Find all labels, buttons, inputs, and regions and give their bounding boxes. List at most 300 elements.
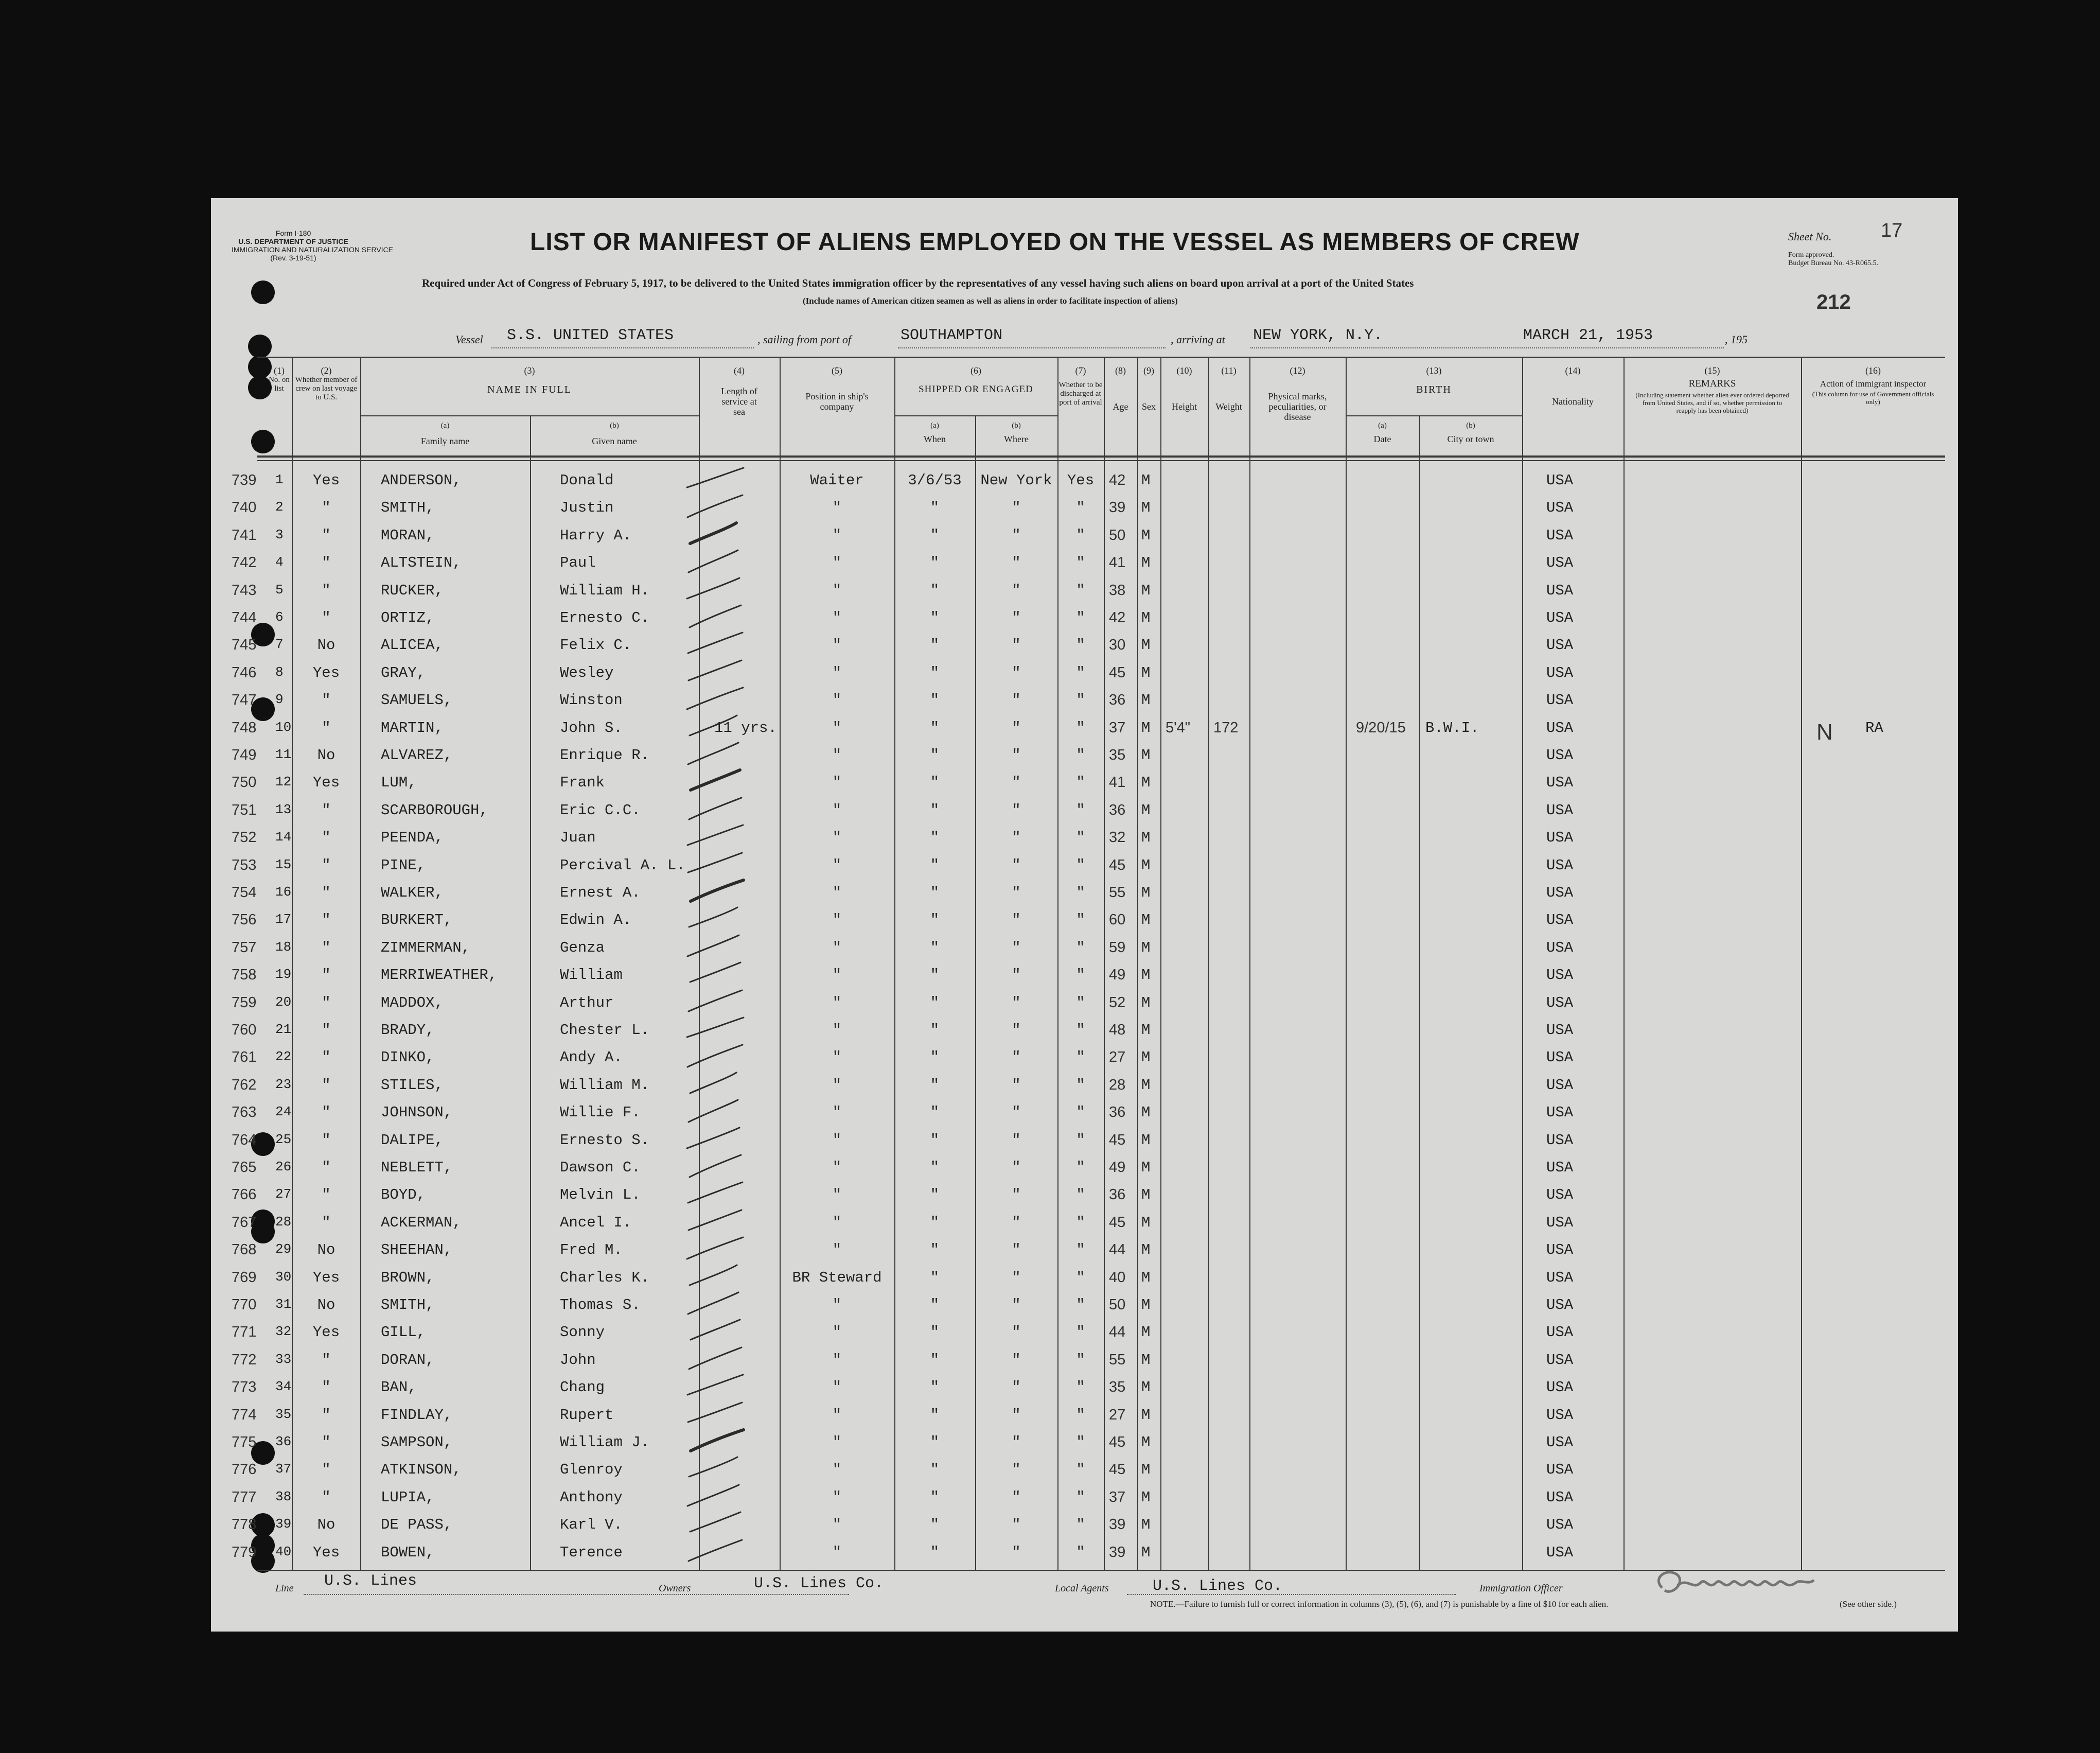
row-sequence: 758: [232, 967, 257, 984]
form-subtitle: Required under Act of Congress of February 5, 1917, to be delivered to the United States immigration officer by the representatives of any vessel having such aliens on board upon arrival at a port of the United States: [422, 277, 1414, 289]
age: 55: [1109, 1351, 1126, 1368]
family-name: ATKINSON,: [381, 1461, 462, 1479]
col5-header: (5) Position in ship's company: [805, 365, 869, 412]
page-title: LIST OR MANIFEST OF ALIENS EMPLOYED ON THE VESSEL AS MEMBERS OF CREW: [530, 229, 1580, 256]
col6-header: SHIPPED OR ENGAGED: [919, 384, 1033, 395]
given-name: Anthony: [560, 1488, 623, 1506]
row-number: 21: [275, 1022, 292, 1037]
position: ": [832, 692, 842, 709]
family-name: MORAN,: [381, 527, 435, 544]
age: 36: [1109, 1186, 1126, 1203]
row-sequence: 757: [232, 939, 257, 956]
sex: M: [1141, 1406, 1151, 1424]
position: ": [832, 1379, 842, 1396]
row-sequence: 741: [232, 527, 257, 544]
table-row: [211, 1131, 1958, 1158]
nationality: USA: [1546, 829, 1574, 847]
row-number: 34: [275, 1379, 292, 1395]
stamp-number: 212: [1816, 291, 1851, 313]
table-row: [211, 1240, 1958, 1268]
table-row: [211, 636, 1958, 663]
shipped-when: ": [930, 1076, 940, 1094]
nationality: USA: [1546, 1406, 1574, 1424]
position: ": [832, 856, 842, 874]
shipped-where: ": [1012, 1076, 1021, 1094]
nationality: USA: [1546, 1351, 1574, 1369]
position: ": [832, 1186, 842, 1204]
shipped-where: ": [1012, 1022, 1021, 1039]
nationality: USA: [1546, 939, 1574, 956]
shipped-when: ": [930, 1269, 940, 1286]
last-voyage: No: [317, 1516, 336, 1534]
row-sequence: 775: [232, 1434, 257, 1450]
position: ": [832, 884, 842, 901]
table-row: [211, 663, 1958, 691]
sub-header-rule: [1346, 415, 1522, 416]
shipped-where: ": [1012, 1516, 1021, 1534]
row-number: 26: [275, 1159, 292, 1174]
sex: M: [1141, 1241, 1151, 1259]
position: ": [832, 1049, 842, 1066]
position: ": [832, 1544, 842, 1561]
age: 35: [1109, 1379, 1126, 1396]
discharged: ": [1076, 1214, 1085, 1231]
sex: M: [1141, 1049, 1151, 1066]
table-row: [211, 1185, 1958, 1213]
shipped-where: ": [1012, 801, 1021, 819]
arrival-date: MARCH 21, 1953: [1523, 327, 1653, 344]
last-voyage: No: [317, 637, 336, 654]
family-name: LUM,: [381, 774, 417, 792]
row-number: 38: [275, 1488, 292, 1504]
row-number: 33: [275, 1351, 292, 1367]
family-name: DE PASS,: [381, 1516, 453, 1534]
family-name: SHEEHAN,: [381, 1241, 453, 1259]
discharged: ": [1076, 967, 1085, 984]
discharged: ": [1076, 1022, 1085, 1039]
last-voyage: ": [322, 967, 331, 984]
shipped-where: ": [1012, 967, 1021, 984]
table-row: [211, 1021, 1958, 1048]
given-name: Harry A.: [560, 527, 632, 544]
nationality: USA: [1546, 1186, 1574, 1204]
shipped-when: ": [930, 1544, 940, 1561]
shipped-when: ": [930, 1049, 940, 1066]
row-sequence: 769: [232, 1269, 257, 1286]
approval-line-2: Budget Bureau No. 43-R065.5.: [1788, 259, 1878, 267]
given-name: William M.: [560, 1076, 650, 1094]
given-name: Donald: [560, 472, 614, 489]
given-name: Paul: [560, 554, 596, 572]
row-number: 1: [275, 472, 284, 487]
row-number: 17: [275, 911, 292, 927]
table-row: [211, 1213, 1958, 1240]
shipped-when: ": [930, 1434, 940, 1451]
given-name: Genza: [560, 939, 605, 956]
table-row: [211, 1515, 1958, 1542]
family-name: ALTSTEIN,: [381, 554, 462, 572]
shipped-when: ": [930, 829, 940, 847]
row-sequence: 759: [232, 994, 257, 1011]
shipped-where: ": [1012, 527, 1021, 544]
col2-header: (2) Whether member of crew on last voyage to U.S.: [295, 365, 358, 401]
col13a-label: Date: [1373, 434, 1391, 444]
family-name: ALICEA,: [381, 637, 444, 654]
shipped-when: ": [930, 1379, 940, 1396]
col16-header: (16) Action of immigrant inspector (This column for use of Government officials only): [1812, 365, 1934, 406]
position: ": [832, 1022, 842, 1039]
col3a-num: (a): [440, 422, 450, 430]
given-name: Winston: [560, 692, 623, 709]
nationality: USA: [1546, 1214, 1574, 1231]
row-number: 4: [275, 554, 284, 570]
last-voyage: ": [322, 609, 331, 626]
age: 36: [1109, 801, 1126, 818]
position: ": [832, 499, 842, 517]
row-sequence: 760: [232, 1022, 257, 1038]
last-voyage: ": [322, 582, 331, 599]
row-number: 19: [275, 967, 292, 983]
discharged: ": [1076, 1269, 1085, 1286]
table-row: [211, 1406, 1958, 1433]
inspector-action-code: RA: [1865, 719, 1883, 737]
shipped-where: ": [1012, 499, 1021, 517]
line-label: Line: [275, 1583, 294, 1594]
last-voyage: ": [322, 1104, 331, 1121]
table-row: [211, 581, 1958, 608]
given-name: Melvin L.: [560, 1186, 641, 1204]
sex: M: [1141, 1022, 1151, 1039]
discharged: ": [1076, 994, 1085, 1011]
row-number: 28: [275, 1214, 292, 1230]
last-voyage: ": [322, 1214, 331, 1231]
nationality: USA: [1546, 719, 1574, 737]
shipped-where: ": [1012, 1434, 1021, 1451]
col11-header: (11) Weight: [1215, 365, 1242, 412]
age: 44: [1109, 1241, 1126, 1258]
discharged: ": [1076, 582, 1085, 599]
row-sequence: 742: [232, 554, 257, 571]
col3-header: NAME IN FULL: [487, 384, 572, 395]
age: 32: [1109, 829, 1126, 846]
sex: M: [1141, 1351, 1151, 1369]
sex: M: [1141, 1076, 1151, 1094]
vessel-dotline: [491, 347, 754, 348]
row-sequence: 753: [232, 856, 257, 873]
given-name: Ancel I.: [560, 1214, 632, 1231]
shipped-when: ": [930, 774, 940, 792]
sex: M: [1141, 939, 1151, 956]
shipped-when: ": [930, 692, 940, 709]
sex: M: [1141, 637, 1151, 654]
col9-header: (9) Sex: [1142, 365, 1156, 412]
position: ": [832, 1076, 842, 1094]
nationality: USA: [1546, 1296, 1574, 1313]
last-voyage: ": [322, 1434, 331, 1451]
discharged: ": [1076, 664, 1085, 681]
discharged: ": [1076, 1186, 1085, 1204]
age: 50: [1109, 527, 1126, 544]
age: 48: [1109, 1022, 1126, 1038]
family-name: DALIPE,: [381, 1131, 444, 1149]
col6b-label: Where: [1004, 434, 1029, 444]
table-row: [211, 746, 1958, 773]
age: 35: [1109, 747, 1126, 763]
last-voyage: ": [322, 939, 331, 956]
last-voyage: ": [322, 1186, 331, 1204]
col6a-num: (a): [930, 422, 939, 430]
last-voyage: ": [322, 719, 331, 737]
last-voyage: ": [322, 1351, 331, 1369]
family-name: RUCKER,: [381, 582, 444, 599]
discharged: ": [1076, 1104, 1085, 1121]
row-number: 5: [275, 582, 284, 598]
last-voyage: No: [317, 1241, 336, 1259]
shipped-when: 3/6/53: [908, 472, 962, 489]
nationality: USA: [1546, 1049, 1574, 1066]
position: ": [832, 1296, 842, 1313]
nationality: USA: [1546, 1488, 1574, 1506]
given-name: Sonny: [560, 1324, 605, 1341]
last-voyage: ": [322, 911, 331, 929]
nationality: USA: [1546, 582, 1574, 599]
shipped-where: ": [1012, 1544, 1021, 1561]
age: 39: [1109, 1516, 1126, 1533]
shipped-when: ": [930, 499, 940, 517]
row-sequence: 779: [232, 1544, 257, 1561]
col6a-label: When: [924, 434, 946, 444]
discharged: ": [1076, 1434, 1085, 1451]
col6-num: (6): [970, 365, 981, 376]
nationality: USA: [1546, 554, 1574, 572]
shipped-when: ": [930, 994, 940, 1011]
row-number: 39: [275, 1516, 292, 1532]
sex: M: [1141, 1131, 1151, 1149]
given-name: Frank: [560, 774, 605, 792]
nationality: USA: [1546, 747, 1574, 764]
discharged: ": [1076, 829, 1085, 847]
row-number: 8: [275, 664, 284, 680]
age: 60: [1109, 911, 1126, 928]
row-sequence: 750: [232, 774, 257, 791]
row-sequence: 762: [232, 1076, 257, 1093]
shipped-where: ": [1012, 994, 1021, 1011]
sex: M: [1141, 1269, 1151, 1286]
discharged: ": [1076, 1076, 1085, 1094]
sex: M: [1141, 884, 1151, 901]
table-row: [211, 718, 1958, 746]
table-row: [211, 1076, 1958, 1103]
age: 49: [1109, 1159, 1126, 1176]
last-voyage: ": [322, 1022, 331, 1039]
family-name: DINKO,: [381, 1049, 435, 1066]
discharged: ": [1076, 1544, 1085, 1561]
col13-header: BIRTH: [1416, 384, 1452, 395]
owners-value: U.S. Lines Co.: [754, 1575, 884, 1592]
table-row: [211, 1158, 1958, 1185]
family-name: ALVAREZ,: [381, 747, 453, 764]
row-number: 35: [275, 1406, 292, 1422]
position: ": [832, 719, 842, 737]
col10-header: (10) Height: [1172, 365, 1197, 412]
table-row: [211, 938, 1958, 966]
age: 52: [1109, 994, 1126, 1011]
col4-header: (4) Length of service at sea: [721, 365, 757, 417]
last-voyage: ": [322, 554, 331, 572]
row-sequence: 778: [232, 1516, 257, 1533]
family-name: BAN,: [381, 1379, 417, 1396]
family-name: SAMPSON,: [381, 1434, 453, 1451]
officer-signature: [1647, 1559, 1822, 1606]
approval-line-1: Form approved.: [1788, 251, 1834, 259]
nationality: USA: [1546, 994, 1574, 1011]
shipped-where: ": [1012, 774, 1021, 792]
shipped-when: ": [930, 719, 940, 737]
discharged: ": [1076, 747, 1085, 764]
row-sequence: 763: [232, 1104, 257, 1121]
sex: M: [1141, 472, 1151, 489]
nationality: USA: [1546, 499, 1574, 517]
age: 39: [1109, 1544, 1126, 1561]
row-sequence: 739: [232, 472, 257, 488]
nationality: USA: [1546, 774, 1574, 792]
age: 45: [1109, 1214, 1126, 1231]
sex: M: [1141, 856, 1151, 874]
position: ": [832, 1104, 842, 1121]
shipped-when: ": [930, 664, 940, 681]
position: ": [832, 747, 842, 764]
position: ": [832, 1461, 842, 1479]
age: 42: [1109, 609, 1126, 626]
last-voyage: ": [322, 1049, 331, 1066]
discharged: ": [1076, 692, 1085, 709]
position: ": [832, 1241, 842, 1259]
row-number: 2: [275, 499, 284, 515]
table-row: [211, 1460, 1958, 1487]
sheet-label: Sheet No.: [1788, 230, 1832, 243]
table-row: [211, 691, 1958, 718]
shipped-when: ": [930, 1186, 940, 1204]
shipped-where: ": [1012, 1186, 1021, 1204]
col3b-label: Given name: [592, 436, 637, 446]
given-name: Enrique R.: [560, 747, 650, 764]
sex: M: [1141, 1186, 1151, 1204]
age: 49: [1109, 967, 1126, 984]
see-other-side: (See other side.): [1840, 1599, 1897, 1609]
nationality: USA: [1546, 1022, 1574, 1039]
age: 37: [1109, 719, 1126, 736]
last-voyage: ": [322, 884, 331, 901]
nationality: USA: [1546, 1434, 1574, 1451]
row-sequence: 754: [232, 884, 257, 901]
row-sequence: 770: [232, 1296, 257, 1313]
col13b-label: City or town: [1447, 434, 1494, 444]
shipped-when: ": [930, 967, 940, 984]
discharged: ": [1076, 884, 1085, 901]
row-number: 37: [275, 1461, 292, 1477]
row-sequence: 756: [232, 911, 257, 928]
row-number: 27: [275, 1186, 292, 1202]
table-row: [211, 608, 1958, 636]
sailing-label: , sailing from port of: [757, 333, 851, 346]
footer-note: NOTE.—Failure to furnish full or correct information in columns (3), (5), (6), and (7) is punishable by a fine of $10 for each alien.: [1150, 1599, 1609, 1609]
discharged: ": [1076, 1131, 1085, 1149]
row-sequence: 748: [232, 719, 257, 736]
given-name: John S.: [560, 719, 623, 737]
col13b-num: (b): [1466, 422, 1475, 430]
nationality: USA: [1546, 801, 1574, 819]
shipped-where: ": [1012, 1296, 1021, 1313]
discharged: ": [1076, 774, 1085, 792]
discharged: ": [1076, 609, 1085, 626]
col1-header: (1) No. on list: [269, 365, 290, 393]
sex: M: [1141, 527, 1151, 544]
table-row: [211, 471, 1958, 498]
given-name: Ernesto C.: [560, 609, 650, 626]
family-name: MADDOX,: [381, 994, 444, 1011]
shipped-when: ": [930, 911, 940, 929]
header-bottom-rule: [257, 455, 1945, 458]
shipped-when: ": [930, 1296, 940, 1313]
col6b-num: (b): [1012, 422, 1021, 430]
family-name: BURKERT,: [381, 911, 453, 929]
table-row: [211, 966, 1958, 993]
age: 45: [1109, 1434, 1126, 1450]
given-name: Felix C.: [560, 637, 632, 654]
family-name: MERRIWEATHER,: [381, 967, 498, 984]
col8-header: (8) Age: [1113, 365, 1128, 412]
sub-header-rule: [894, 415, 1057, 416]
row-sequence: 744: [232, 609, 257, 626]
row-number: 25: [275, 1131, 292, 1147]
shipped-when: ": [930, 1214, 940, 1231]
shipped-where: ": [1012, 1131, 1021, 1149]
shipped-when: ": [930, 1241, 940, 1259]
family-name: SAMUELS,: [381, 692, 453, 709]
last-voyage: ": [322, 1159, 331, 1176]
nationality: USA: [1546, 1379, 1574, 1396]
position: ": [832, 664, 842, 681]
table-row: [211, 828, 1958, 855]
position: ": [832, 967, 842, 984]
shipped-where: ": [1012, 609, 1021, 626]
shipped-where: ": [1012, 1488, 1021, 1506]
shipped-when: ": [930, 1324, 940, 1341]
shipped-where: ": [1012, 1104, 1021, 1121]
position: ": [832, 829, 842, 847]
position: ": [832, 1131, 842, 1149]
row-number: 6: [275, 609, 284, 625]
table-row: [211, 773, 1958, 800]
age: 44: [1109, 1324, 1126, 1341]
table-row: [211, 1433, 1958, 1460]
last-voyage: ": [322, 692, 331, 709]
shipped-where: ": [1012, 856, 1021, 874]
agents-value: U.S. Lines Co.: [1153, 1577, 1283, 1595]
given-name: Chester L.: [560, 1022, 650, 1039]
punch-hole: [251, 430, 275, 453]
given-name: Karl V.: [560, 1516, 623, 1534]
row-number: 36: [275, 1434, 292, 1449]
discharged: ": [1076, 1461, 1085, 1479]
row-sequence: 773: [232, 1379, 257, 1396]
family-name: JOHNSON,: [381, 1104, 453, 1121]
last-voyage: ": [322, 856, 331, 874]
row-sequence: 774: [232, 1406, 257, 1423]
given-name: Justin: [560, 499, 614, 517]
row-sequence: 768: [232, 1241, 257, 1258]
nationality: USA: [1546, 472, 1574, 489]
